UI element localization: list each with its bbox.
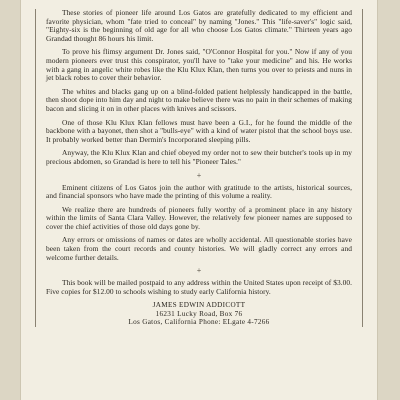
section-ornament-2: +	[196, 266, 202, 276]
book-page	[20, 0, 378, 400]
author-city-phone: Los Gatos, California Phone: ELgate 4-7266	[128, 318, 270, 327]
acknowledgement-paragraph-2: We realize there are hundreds of pioneers fully worthy of a prominent place in any history within the limits of Santa Clara Valley. However, the relatively few pioneer names are supposed to cover the chief activities of those old days gone by.	[46, 204, 352, 231]
dedication-paragraph-2: To prove his flimsy argument Dr. Jones said, "O'Connor Hospital for you." Now if any of you modern pioneers ever trust this conspirator, you'll have to "take your medicine" and his. He works with a gang in angelic white robes like the Klu Klux Klan, then turns you over to priests and nuns in jet black robes to cover their behavior.	[46, 47, 352, 83]
acknowledgement-paragraph-3: Any errors or omissions of names or dates are wholly accidental. All questionable stories have been taken from the court records and county histories. We will gladly correct any errors and welcome further details.	[46, 235, 352, 262]
author-address: 16231 Lucky Road, Box 76	[155, 309, 243, 318]
dedication-paragraph-1: These stories of pioneer life around Los Gatos are gratefully dedicated to my efficient and favorite physician, whom "fate tried to conceal" by naming "Jones." This "life-saver's" logic said, "Eighty-six is the beginning of old age for all who choose Los Gatos climate." Thirteen years ago Grandad thought 86 hours his limit.	[46, 8, 352, 43]
dedication-paragraph-3: The whites and blacks gang up on a blind-folded patient helplessly handicapped in the battle, then shoot dope into him day and night to make believe there was no pain in their schemes of making bacon and slicing it on in other places with knives and scissors.	[46, 86, 352, 113]
dedication-paragraph-4: One of those Klu Klux Klan fellows must have been a G.I., for he found the middle of the backbone with a bayonet, then shot a "bulls-eye" with a kind of water pistol that the school boys use. It probably worked better than Dermin's Incorporated sleeping pills.	[46, 117, 352, 144]
dedication-paragraph-5: Anyway, the Klu Klux Klan and chief obeyed my order not to sew their butcher's tools up in my precious abdomen, so Grandad is here to tell his "Pioneer Tales."	[46, 148, 352, 166]
section-ornament: +	[196, 170, 202, 180]
author-signature-block	[46, 301, 352, 326]
author-name: JAMES EDWIN ADDICOTT	[152, 301, 246, 310]
page-frame	[35, 9, 363, 327]
ordering-paragraph: This book will be mailed postpaid to any address within the United States upon receipt of $3.00. Five copies for $12.00 to schools wishing to study early California history.	[46, 278, 352, 296]
acknowledgement-paragraph-1: Eminent citizens of Los Gatos join the author with gratitude to the artists, historical sources, and financial sponsors who have made the printing of this volume a reality.	[46, 182, 352, 201]
